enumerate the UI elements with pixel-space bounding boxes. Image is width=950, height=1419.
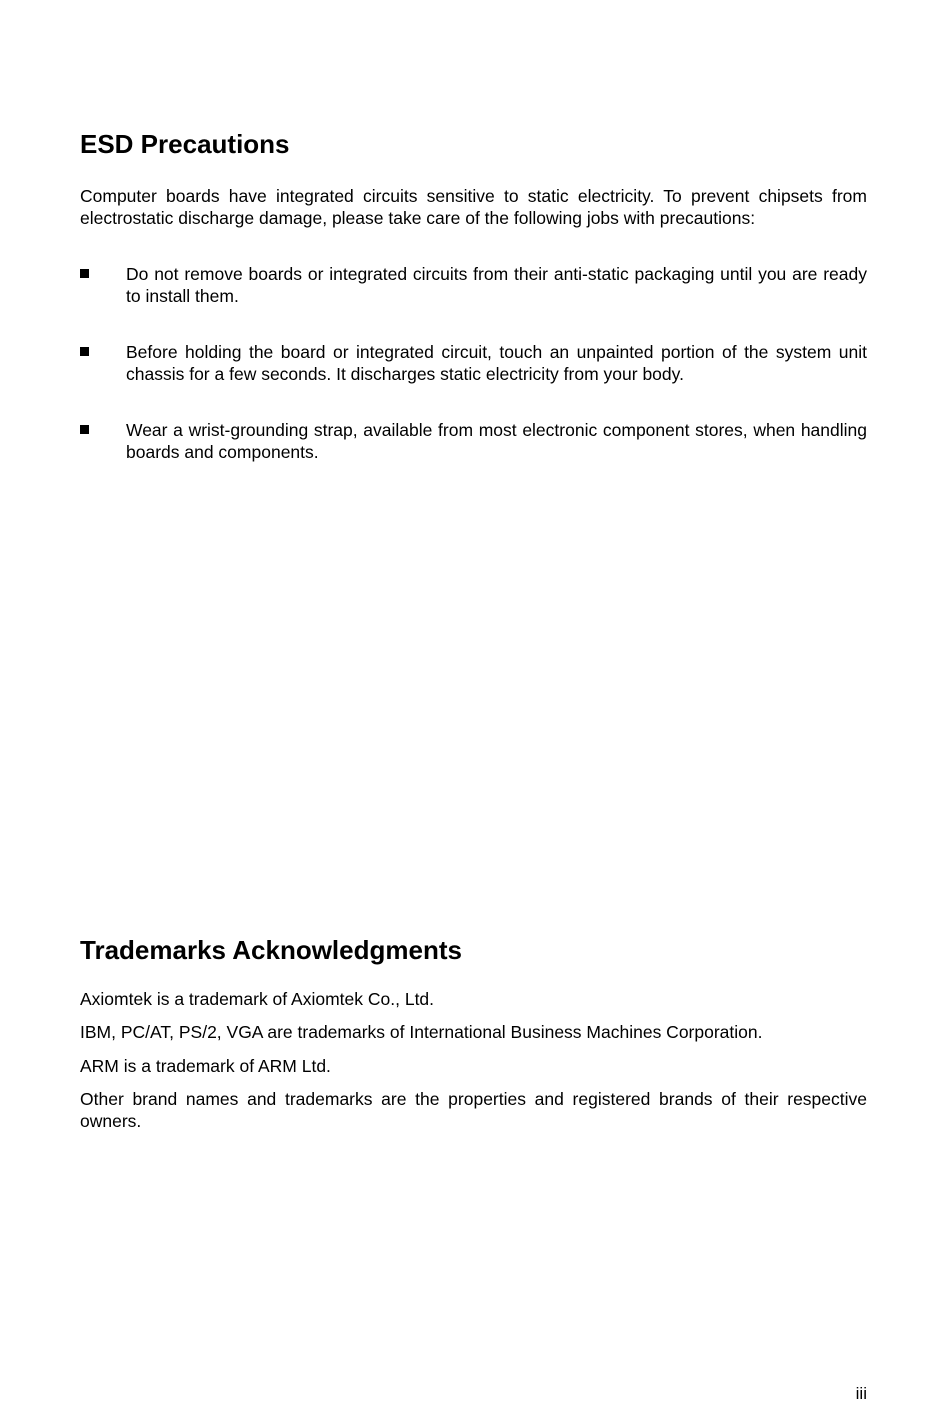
- esd-precautions-heading: ESD Precautions: [80, 129, 290, 159]
- trademark-line: IBM, PC/AT, PS/2, VGA are trademarks of International Business Machines Corporation.: [80, 1022, 763, 1042]
- trademark-line: ARM is a trademark of ARM Ltd.: [80, 1056, 331, 1076]
- trademark-line: Axiomtek is a trademark of Axiomtek Co., Ltd.: [80, 989, 435, 1009]
- esd-bullet-text: Wear a wrist-grounding strap, available from most electronic component stores, when handling boards and components.: [126, 420, 867, 462]
- esd-bullet-text: Before holding the board or integrated circuit, touch an unpainted portion of the system unit chassis for a few seconds. It discharges static electricity from your body.: [126, 342, 867, 384]
- trademark-line: Other brand names and trademarks are the properties and registered brands of their respective owners.: [80, 1089, 867, 1131]
- square-bullet-icon: [80, 425, 89, 434]
- trademarks-heading: Trademarks Acknowledgments: [80, 935, 462, 965]
- esd-bullet-text: Do not remove boards or integrated circuits from their anti-static packaging until you are ready to install them.: [126, 264, 867, 306]
- square-bullet-icon: [80, 347, 89, 356]
- page-number: iii: [855, 1384, 867, 1403]
- esd-intro-paragraph: Computer boards have integrated circuits sensitive to static electricity. To prevent chipsets from electrostatic discharge damage, please take care of the following jobs with precautions:: [80, 186, 867, 228]
- square-bullet-icon: [80, 269, 89, 278]
